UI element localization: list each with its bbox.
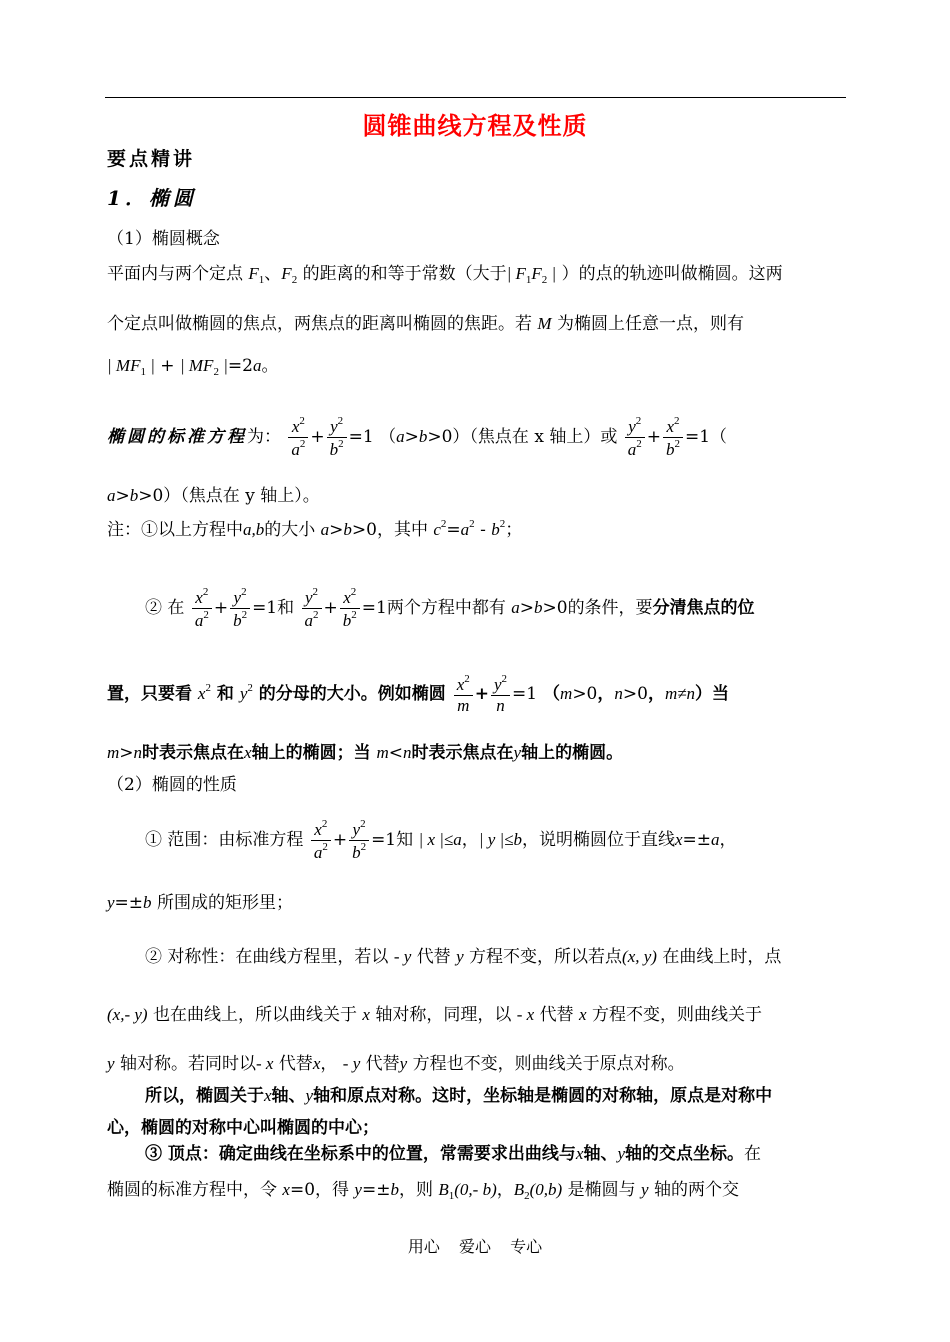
- concept-heading: （1）椭圆概念: [107, 229, 220, 249]
- property-symmetry: (x,- y) 也在曲线上，所以曲线关于 x 轴对称，同理，以 - x 代替 x 方程不变，则曲线关于: [107, 1005, 762, 1025]
- properties-heading: （2）椭圆的性质: [107, 775, 237, 795]
- formula-line: a>b>0）（焦点在 y 轴上）。: [107, 486, 320, 506]
- note-line: m>n时表示焦点在x轴上的椭圆；当 m<n时表示焦点在y轴上的椭圆。: [107, 743, 624, 763]
- property-symmetry: ② 对称性：在曲线方程里，若以 - y 代替 y 方程不变，所以若点(x, y) 在曲线上时，点: [145, 947, 782, 967]
- paragraph-line: 平面内与两个定点 $F_1$、$F_2$ 的距离的和等于常数（大于| $F_1F_2$ | ）的点的轨迹叫做椭圆。这两: [107, 264, 783, 286]
- formula-line: | $MF_1$ | + | $MF_2$ |=2a。: [107, 356, 279, 378]
- page-title: 圆锥曲线方程及性质: [362, 111, 588, 140]
- summary-line: 心，椭圆的对称中心叫椭圆的中心；: [107, 1118, 379, 1138]
- page-footer: 用心 爱心 专心: [407, 1237, 543, 1256]
- note-line: 注：①以上方程中a,b的大小 a>b>0，其中 $c^2=a^2 - b^2$；: [107, 518, 523, 540]
- summary-line: 所以，椭圆关于x轴、y轴和原点对称。这时，坐标轴是椭圆的对称轴，原点是对称中: [145, 1086, 773, 1106]
- standard-equation-line: 椭圆的标准方程为： $\frac{x^2}{a^2}$ + $\frac{y^2}{b^2}$ =1 （a>b>0）（焦点在 x 轴上）或 $\frac{y^2}{a^2}$ + $\frac{x^2}{b^2}$ =1（: [107, 415, 728, 459]
- property-vertex: ③ 顶点：确定曲线在坐标系中的位置，常需要求出曲线与x轴、y轴的交点坐标。在: [145, 1144, 762, 1164]
- property-vertex: 椭圆的标准方程中，令 x=0，得 y=±b，则 $B_1(0,-$ b)，$B_2(0,b)$ 是椭圆与 y 轴的两个交: [107, 1180, 739, 1202]
- paragraph-line: 个定点叫做椭圆的焦点，两焦点的距离叫椭圆的焦距。若 M 为椭圆上任意一点，则有: [107, 314, 744, 334]
- top-rule: [105, 97, 846, 98]
- subsection-heading: 1．椭圆: [107, 186, 197, 210]
- property-range: ① 范围：由标准方程 $\frac{x^2}{a^2}$ + $\frac{y^2}{b^2}$ =1知 | x |≤a，| y |≤b，说明椭圆位于直线x=±a，: [145, 818, 737, 862]
- property-symmetry: y 轴对称。若同时以- x 代替x， - y 代替y 方程也不变，则曲线关于原点对称。: [107, 1054, 685, 1074]
- note-line: 置，只要看 $x^2$ 和 $y^2$ 的分母的大小。例如椭圆 $\frac{x^2}{m}$ + $\frac{y^2}{n}$ =1 （m>0，n>0，m≠n）当: [107, 673, 730, 715]
- section-heading: 要点精讲: [107, 148, 196, 170]
- note-line: ② 在 $\frac{x^2}{a^2}$ + $\frac{y^2}{b^2}$ =1和 $\frac{y^2}{a^2}$ + $\frac{x^2}{b^2}$ =1两个方程中都有 a>b>0的条件，要分清焦点的位: [145, 586, 755, 630]
- property-range: y=±b 所围成的矩形里；: [107, 893, 293, 913]
